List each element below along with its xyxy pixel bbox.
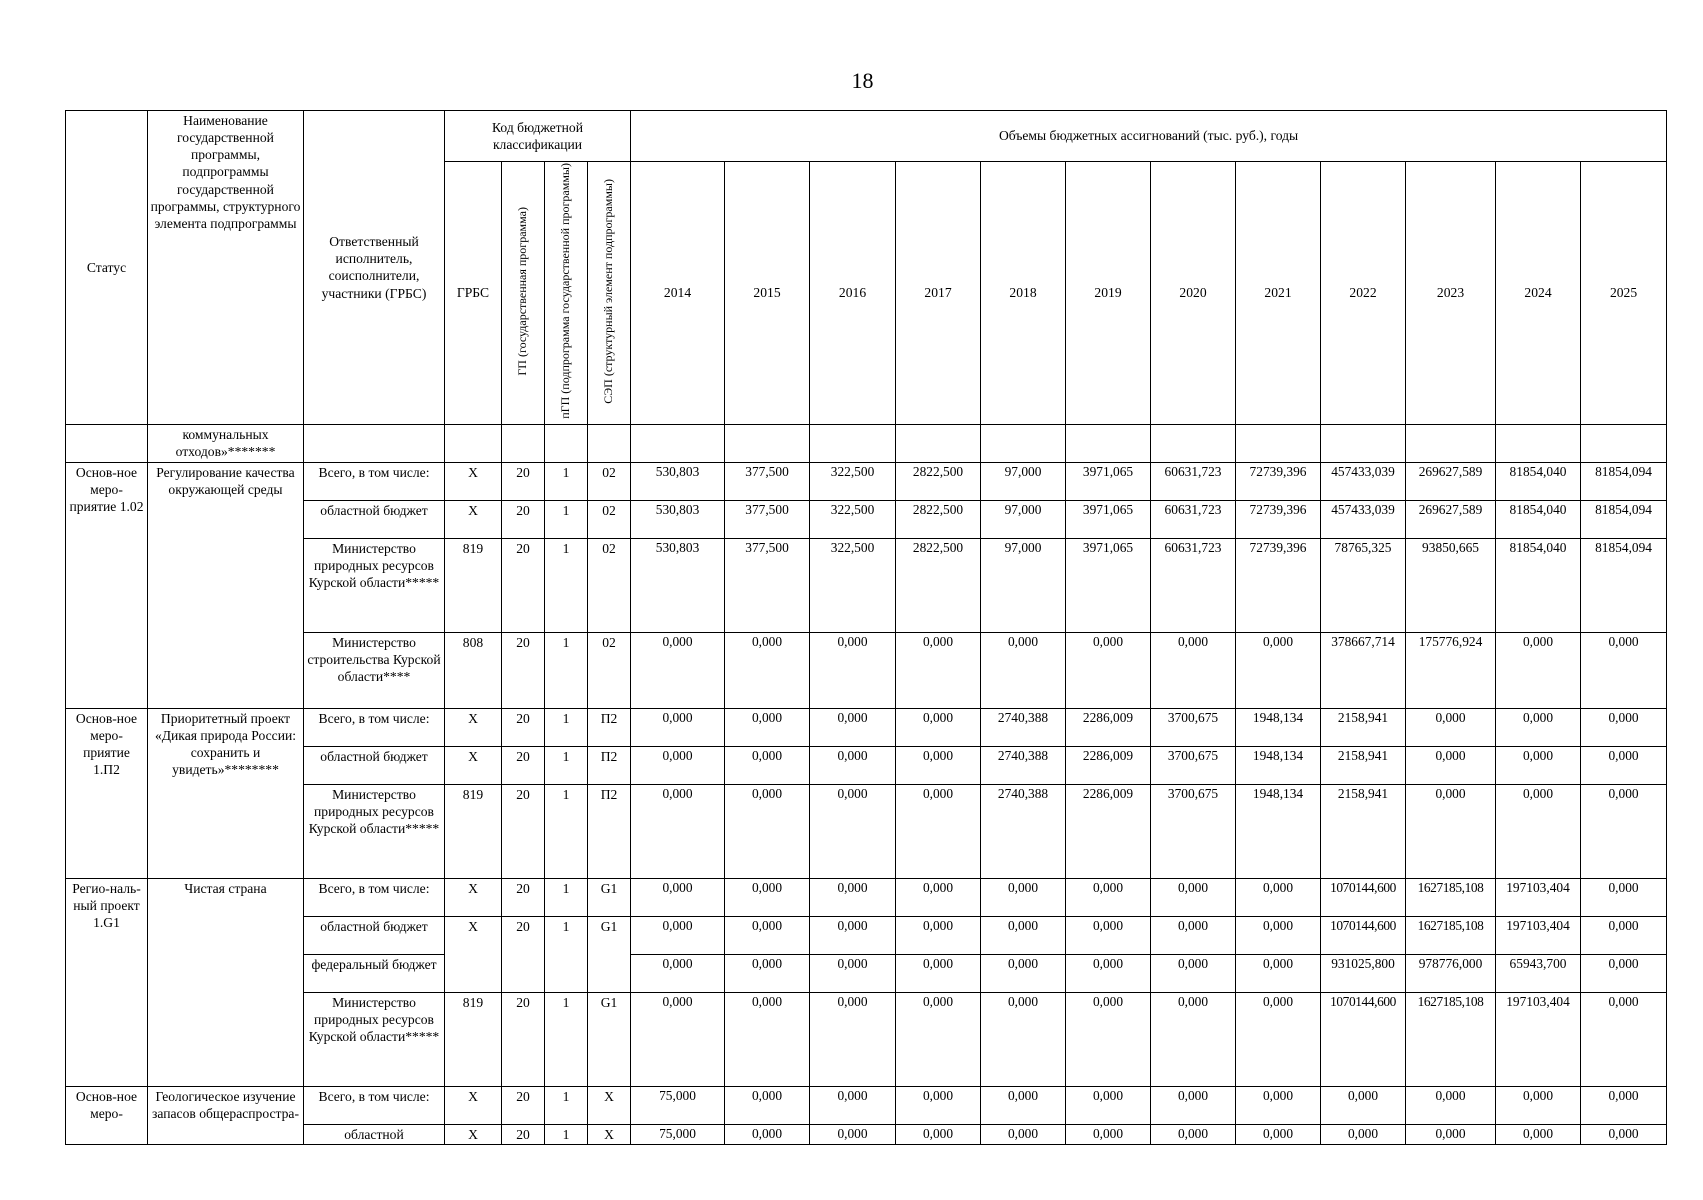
- name-cell: коммунальных отходов»*******: [148, 424, 304, 462]
- value-cell: 0,000: [981, 878, 1066, 916]
- sep-cell: П2: [588, 708, 631, 746]
- value-cell: 0,000: [1496, 708, 1581, 746]
- header-year: 2022: [1321, 162, 1406, 425]
- value-cell: 81854,040: [1496, 462, 1581, 500]
- value-cell: 1627185,108: [1406, 916, 1496, 954]
- value-cell: 81854,094: [1581, 500, 1667, 538]
- value-cell: 0,000: [810, 992, 896, 1086]
- value-cell: 2158,941: [1321, 708, 1406, 746]
- gp-cell: 20: [502, 1086, 545, 1124]
- header-code-group: Код бюджетной классификации: [445, 111, 631, 162]
- gp-cell: 20: [502, 1124, 545, 1144]
- header-sep: СЭП (структурный элемент подпрограммы): [588, 162, 631, 425]
- gp-cell: 20: [502, 708, 545, 746]
- value-cell: 931025,800: [1321, 954, 1406, 992]
- value-cell: 3700,675: [1151, 746, 1236, 784]
- header-year: 2025: [1581, 162, 1667, 425]
- grbs-cell: Х: [445, 746, 502, 784]
- value-cell: 0,000: [810, 632, 896, 708]
- value-cell: 0,000: [631, 708, 725, 746]
- value-cell: 530,803: [631, 462, 725, 500]
- table-row: [66, 462, 1667, 500]
- value-cell: 1627185,108: [1406, 992, 1496, 1086]
- value-cell: 175776,924: [1406, 632, 1496, 708]
- value-cell: 0,000: [1236, 992, 1321, 1086]
- name-cell: Геологическое изучение запасов общераспростра-: [148, 1086, 304, 1144]
- grbs-cell: Х: [445, 708, 502, 746]
- value-cell: 0,000: [1496, 746, 1581, 784]
- header-year: 2021: [1236, 162, 1321, 425]
- value-cell: 0,000: [1581, 708, 1667, 746]
- pgp-cell: 1: [545, 1124, 588, 1144]
- header-gp: ГП (государственная программа): [502, 162, 545, 425]
- value-cell: 2286,009: [1066, 784, 1151, 878]
- table-row: [66, 992, 1667, 1086]
- value-cell: 0,000: [1066, 954, 1151, 992]
- value-cell: 0,000: [1496, 632, 1581, 708]
- value-cell: 0,000: [1151, 1124, 1236, 1144]
- sep-cell: Х: [588, 1086, 631, 1124]
- table-row: [66, 916, 1667, 954]
- table-row: [66, 1086, 1667, 1124]
- header-grbs: ГРБС: [445, 162, 502, 425]
- value-cell: 0,000: [725, 992, 810, 1086]
- executor-cell: Всего, в том числе:: [304, 462, 445, 500]
- status-cell: Регио-наль-ный проект 1.G1: [66, 878, 148, 1086]
- value-cell: 0,000: [1496, 784, 1581, 878]
- name-cell: Приоритетный проект «Дикая природа России: сохранить и увидеть»********: [148, 708, 304, 878]
- value-cell: 97,000: [981, 538, 1066, 632]
- sep-cell: G1: [588, 916, 631, 992]
- value-cell: 2740,388: [981, 784, 1066, 878]
- table-row: [66, 632, 1667, 708]
- value-cell: 0,000: [810, 746, 896, 784]
- value-cell: 0,000: [896, 632, 981, 708]
- value-cell: 81854,040: [1496, 500, 1581, 538]
- header-name: Наименование государственной программы, подпрограммы государственной программы, структурного элемента подпрограммы: [148, 111, 304, 425]
- sep-cell: 02: [588, 500, 631, 538]
- value-cell: 0,000: [1236, 954, 1321, 992]
- value-cell: 0,000: [631, 954, 725, 992]
- value-cell: 0,000: [810, 878, 896, 916]
- value-cell: 72739,396: [1236, 538, 1321, 632]
- value-cell: 0,000: [896, 708, 981, 746]
- value-cell: 269627,589: [1406, 462, 1496, 500]
- value-cell: 457433,039: [1321, 462, 1406, 500]
- value-cell: 0,000: [810, 708, 896, 746]
- value-cell: 0,000: [1151, 954, 1236, 992]
- value-cell: 197103,404: [1496, 916, 1581, 954]
- value-cell: 322,500: [810, 538, 896, 632]
- value-cell: 0,000: [1406, 1124, 1496, 1144]
- sep-cell: 02: [588, 462, 631, 500]
- value-cell: 0,000: [981, 632, 1066, 708]
- grbs-cell: Х: [445, 500, 502, 538]
- value-cell: 93850,665: [1406, 538, 1496, 632]
- value-cell: 0,000: [1581, 916, 1667, 954]
- pgp-cell: 1: [545, 708, 588, 746]
- continuation-row: [66, 424, 1667, 462]
- value-cell: 0,000: [810, 1124, 896, 1144]
- value-cell: 0,000: [896, 1124, 981, 1144]
- value-cell: 378667,714: [1321, 632, 1406, 708]
- value-cell: 322,500: [810, 462, 896, 500]
- value-cell: 0,000: [631, 632, 725, 708]
- header-year: 2018: [981, 162, 1066, 425]
- pgp-cell: 1: [545, 1086, 588, 1124]
- value-cell: 530,803: [631, 500, 725, 538]
- status-cell: Основ-ное меро-приятие 1.02: [66, 462, 148, 708]
- value-cell: 0,000: [1581, 1086, 1667, 1124]
- value-cell: 65943,700: [1496, 954, 1581, 992]
- gp-cell: 20: [502, 992, 545, 1086]
- grbs-cell: Х: [445, 1124, 502, 1144]
- pgp-cell: 1: [545, 746, 588, 784]
- value-cell: 3700,675: [1151, 708, 1236, 746]
- table-row: [66, 538, 1667, 632]
- executor-cell: Всего, в том числе:: [304, 708, 445, 746]
- table-row: [66, 784, 1667, 878]
- pgp-cell: 1: [545, 784, 588, 878]
- value-cell: 0,000: [1066, 1124, 1151, 1144]
- name-cell: Чистая страна: [148, 878, 304, 1086]
- grbs-cell: 819: [445, 992, 502, 1086]
- executor-cell: Всего, в том числе:: [304, 878, 445, 916]
- executor-cell: Министерство природных ресурсов Курской области*****: [304, 538, 445, 632]
- value-cell: 0,000: [981, 1124, 1066, 1144]
- value-cell: 97,000: [981, 462, 1066, 500]
- value-cell: 3971,065: [1066, 462, 1151, 500]
- value-cell: 0,000: [896, 916, 981, 954]
- value-cell: 3700,675: [1151, 784, 1236, 878]
- header-year: 2016: [810, 162, 896, 425]
- value-cell: 377,500: [725, 462, 810, 500]
- value-cell: 0,000: [1066, 992, 1151, 1086]
- value-cell: 0,000: [1151, 632, 1236, 708]
- table-header: [66, 111, 1667, 425]
- gp-cell: 20: [502, 746, 545, 784]
- sep-cell: G1: [588, 878, 631, 916]
- value-cell: 0,000: [1581, 878, 1667, 916]
- value-cell: 0,000: [1321, 1124, 1406, 1144]
- value-cell: 0,000: [725, 746, 810, 784]
- value-cell: 0,000: [1066, 632, 1151, 708]
- value-cell: 0,000: [981, 954, 1066, 992]
- value-cell: 0,000: [1066, 878, 1151, 916]
- value-cell: 60631,723: [1151, 462, 1236, 500]
- value-cell: 72739,396: [1236, 500, 1321, 538]
- value-cell: 0,000: [725, 1086, 810, 1124]
- pgp-cell: 1: [545, 632, 588, 708]
- value-cell: 0,000: [725, 632, 810, 708]
- value-cell: 457433,039: [1321, 500, 1406, 538]
- value-cell: 377,500: [725, 538, 810, 632]
- executor-cell: федеральный бюджет: [304, 954, 445, 992]
- value-cell: 1070144,600: [1321, 916, 1406, 954]
- pgp-cell: 1: [545, 538, 588, 632]
- value-cell: 377,500: [725, 500, 810, 538]
- value-cell: 1948,134: [1236, 708, 1321, 746]
- value-cell: 0,000: [896, 1086, 981, 1124]
- value-cell: 0,000: [1236, 632, 1321, 708]
- value-cell: 0,000: [1406, 1086, 1496, 1124]
- value-cell: 72739,396: [1236, 462, 1321, 500]
- value-cell: 0,000: [725, 916, 810, 954]
- value-cell: 0,000: [1151, 916, 1236, 954]
- value-cell: 0,000: [1581, 784, 1667, 878]
- value-cell: 0,000: [631, 878, 725, 916]
- value-cell: 0,000: [810, 916, 896, 954]
- grbs-cell: 819: [445, 784, 502, 878]
- header-status: Статус: [66, 111, 148, 425]
- header-year: 2017: [896, 162, 981, 425]
- grbs-cell: 819: [445, 538, 502, 632]
- grbs-cell: Х: [445, 916, 502, 992]
- value-cell: 2286,009: [1066, 746, 1151, 784]
- value-cell: 322,500: [810, 500, 896, 538]
- value-cell: 1627185,108: [1406, 878, 1496, 916]
- value-cell: 0,000: [810, 954, 896, 992]
- value-cell: 0,000: [1581, 746, 1667, 784]
- value-cell: 0,000: [631, 992, 725, 1086]
- value-cell: 0,000: [1066, 1086, 1151, 1124]
- header-year: 2023: [1406, 162, 1496, 425]
- table-row: [66, 878, 1667, 916]
- value-cell: 0,000: [725, 708, 810, 746]
- grbs-cell: Х: [445, 462, 502, 500]
- executor-cell: областной бюджет: [304, 746, 445, 784]
- pgp-cell: 1: [545, 878, 588, 916]
- sep-cell: 02: [588, 538, 631, 632]
- value-cell: 0,000: [1236, 878, 1321, 916]
- status-cell: Основ-ное меро-: [66, 1086, 148, 1144]
- executor-cell: областной: [304, 1124, 445, 1144]
- value-cell: 0,000: [631, 916, 725, 954]
- value-cell: 197103,404: [1496, 878, 1581, 916]
- name-cell: Регулирование качества окружающей среды: [148, 462, 304, 708]
- value-cell: 0,000: [631, 784, 725, 878]
- table-body: [66, 424, 1667, 1144]
- value-cell: 2822,500: [896, 500, 981, 538]
- value-cell: 0,000: [1236, 1124, 1321, 1144]
- value-cell: 2740,388: [981, 746, 1066, 784]
- executor-cell: областной бюджет: [304, 500, 445, 538]
- gp-cell: 20: [502, 916, 545, 992]
- value-cell: 3971,065: [1066, 538, 1151, 632]
- value-cell: 2822,500: [896, 538, 981, 632]
- value-cell: 81854,094: [1581, 462, 1667, 500]
- value-cell: 0,000: [1581, 954, 1667, 992]
- gp-cell: 20: [502, 462, 545, 500]
- value-cell: 978776,000: [1406, 954, 1496, 992]
- gp-cell: 20: [502, 500, 545, 538]
- value-cell: 0,000: [810, 784, 896, 878]
- value-cell: 0,000: [896, 992, 981, 1086]
- value-cell: 97,000: [981, 500, 1066, 538]
- sep-cell: Х: [588, 1124, 631, 1144]
- value-cell: 60631,723: [1151, 538, 1236, 632]
- value-cell: 0,000: [725, 1124, 810, 1144]
- header-year: 2015: [725, 162, 810, 425]
- value-cell: 1070144,600: [1321, 992, 1406, 1086]
- executor-cell: Министерство природных ресурсов Курской области*****: [304, 992, 445, 1086]
- value-cell: 2740,388: [981, 708, 1066, 746]
- grbs-cell: 808: [445, 632, 502, 708]
- page-number: 18: [851, 68, 874, 93]
- table-row: [66, 954, 1667, 992]
- value-cell: 0,000: [725, 878, 810, 916]
- header-pgp: пГП (подпрограмма государственной программы): [545, 162, 588, 425]
- value-cell: 0,000: [1581, 1124, 1667, 1144]
- value-cell: 81854,094: [1581, 538, 1667, 632]
- pgp-cell: 1: [545, 462, 588, 500]
- sep-cell: G1: [588, 992, 631, 1086]
- header-year: 2020: [1151, 162, 1236, 425]
- value-cell: 0,000: [981, 992, 1066, 1086]
- header-executor: Ответственный исполнитель, соисполнители, участники (ГРБС): [304, 111, 445, 425]
- value-cell: 0,000: [896, 784, 981, 878]
- value-cell: 0,000: [631, 746, 725, 784]
- table-row: [66, 708, 1667, 746]
- executor-cell: Всего, в том числе:: [304, 1086, 445, 1124]
- header-volumes-group: Объемы бюджетных ассигнований (тыс. руб.), годы: [631, 111, 1667, 162]
- value-cell: 0,000: [1496, 1124, 1581, 1144]
- status-cell: [66, 424, 148, 462]
- grbs-cell: Х: [445, 1086, 502, 1124]
- value-cell: 0,000: [1236, 1086, 1321, 1124]
- value-cell: 0,000: [1496, 1086, 1581, 1124]
- value-cell: 1948,134: [1236, 784, 1321, 878]
- grbs-cell: Х: [445, 878, 502, 916]
- budget-table: [65, 110, 1667, 1145]
- value-cell: 0,000: [725, 784, 810, 878]
- value-cell: 0,000: [896, 746, 981, 784]
- table-row: [66, 1124, 1667, 1144]
- value-cell: 3971,065: [1066, 500, 1151, 538]
- executor-cell: Министерство строительства Курской области****: [304, 632, 445, 708]
- value-cell: 60631,723: [1151, 500, 1236, 538]
- sep-cell: П2: [588, 784, 631, 878]
- value-cell: 1070144,600: [1321, 878, 1406, 916]
- gp-cell: 20: [502, 784, 545, 878]
- value-cell: 2286,009: [1066, 708, 1151, 746]
- value-cell: 530,803: [631, 538, 725, 632]
- value-cell: 0,000: [810, 1086, 896, 1124]
- header-year: 2019: [1066, 162, 1151, 425]
- value-cell: 0,000: [1066, 916, 1151, 954]
- gp-cell: 20: [502, 878, 545, 916]
- value-cell: 0,000: [1406, 784, 1496, 878]
- value-cell: 0,000: [1406, 708, 1496, 746]
- value-cell: 0,000: [896, 954, 981, 992]
- value-cell: 2158,941: [1321, 784, 1406, 878]
- header-year: 2014: [631, 162, 725, 425]
- value-cell: 78765,325: [1321, 538, 1406, 632]
- value-cell: 81854,040: [1496, 538, 1581, 632]
- executor-cell: Министерство природных ресурсов Курской области*****: [304, 784, 445, 878]
- value-cell: 0,000: [725, 954, 810, 992]
- value-cell: 0,000: [981, 1086, 1066, 1124]
- value-cell: 0,000: [1236, 916, 1321, 954]
- value-cell: 0,000: [1151, 1086, 1236, 1124]
- value-cell: 0,000: [981, 916, 1066, 954]
- value-cell: 0,000: [1151, 992, 1236, 1086]
- sep-cell: 02: [588, 632, 631, 708]
- value-cell: 269627,589: [1406, 500, 1496, 538]
- value-cell: 197103,404: [1496, 992, 1581, 1086]
- sep-cell: П2: [588, 746, 631, 784]
- value-cell: 0,000: [896, 878, 981, 916]
- table-row: [66, 746, 1667, 784]
- gp-cell: 20: [502, 632, 545, 708]
- value-cell: 75,000: [631, 1086, 725, 1124]
- value-cell: 0,000: [1321, 1086, 1406, 1124]
- value-cell: 2158,941: [1321, 746, 1406, 784]
- pgp-cell: 1: [545, 500, 588, 538]
- executor-cell: областной бюджет: [304, 916, 445, 954]
- gp-cell: 20: [502, 538, 545, 632]
- value-cell: 75,000: [631, 1124, 725, 1144]
- status-cell: Основ-ное меро-приятие 1.П2: [66, 708, 148, 878]
- value-cell: 0,000: [1581, 632, 1667, 708]
- pgp-cell: 1: [545, 992, 588, 1086]
- header-year: 2024: [1496, 162, 1581, 425]
- value-cell: 1948,134: [1236, 746, 1321, 784]
- value-cell: 0,000: [1151, 878, 1236, 916]
- value-cell: 0,000: [1406, 746, 1496, 784]
- value-cell: 0,000: [1581, 992, 1667, 1086]
- pgp-cell: 1: [545, 916, 588, 992]
- table-row: [66, 500, 1667, 538]
- value-cell: 2822,500: [896, 462, 981, 500]
